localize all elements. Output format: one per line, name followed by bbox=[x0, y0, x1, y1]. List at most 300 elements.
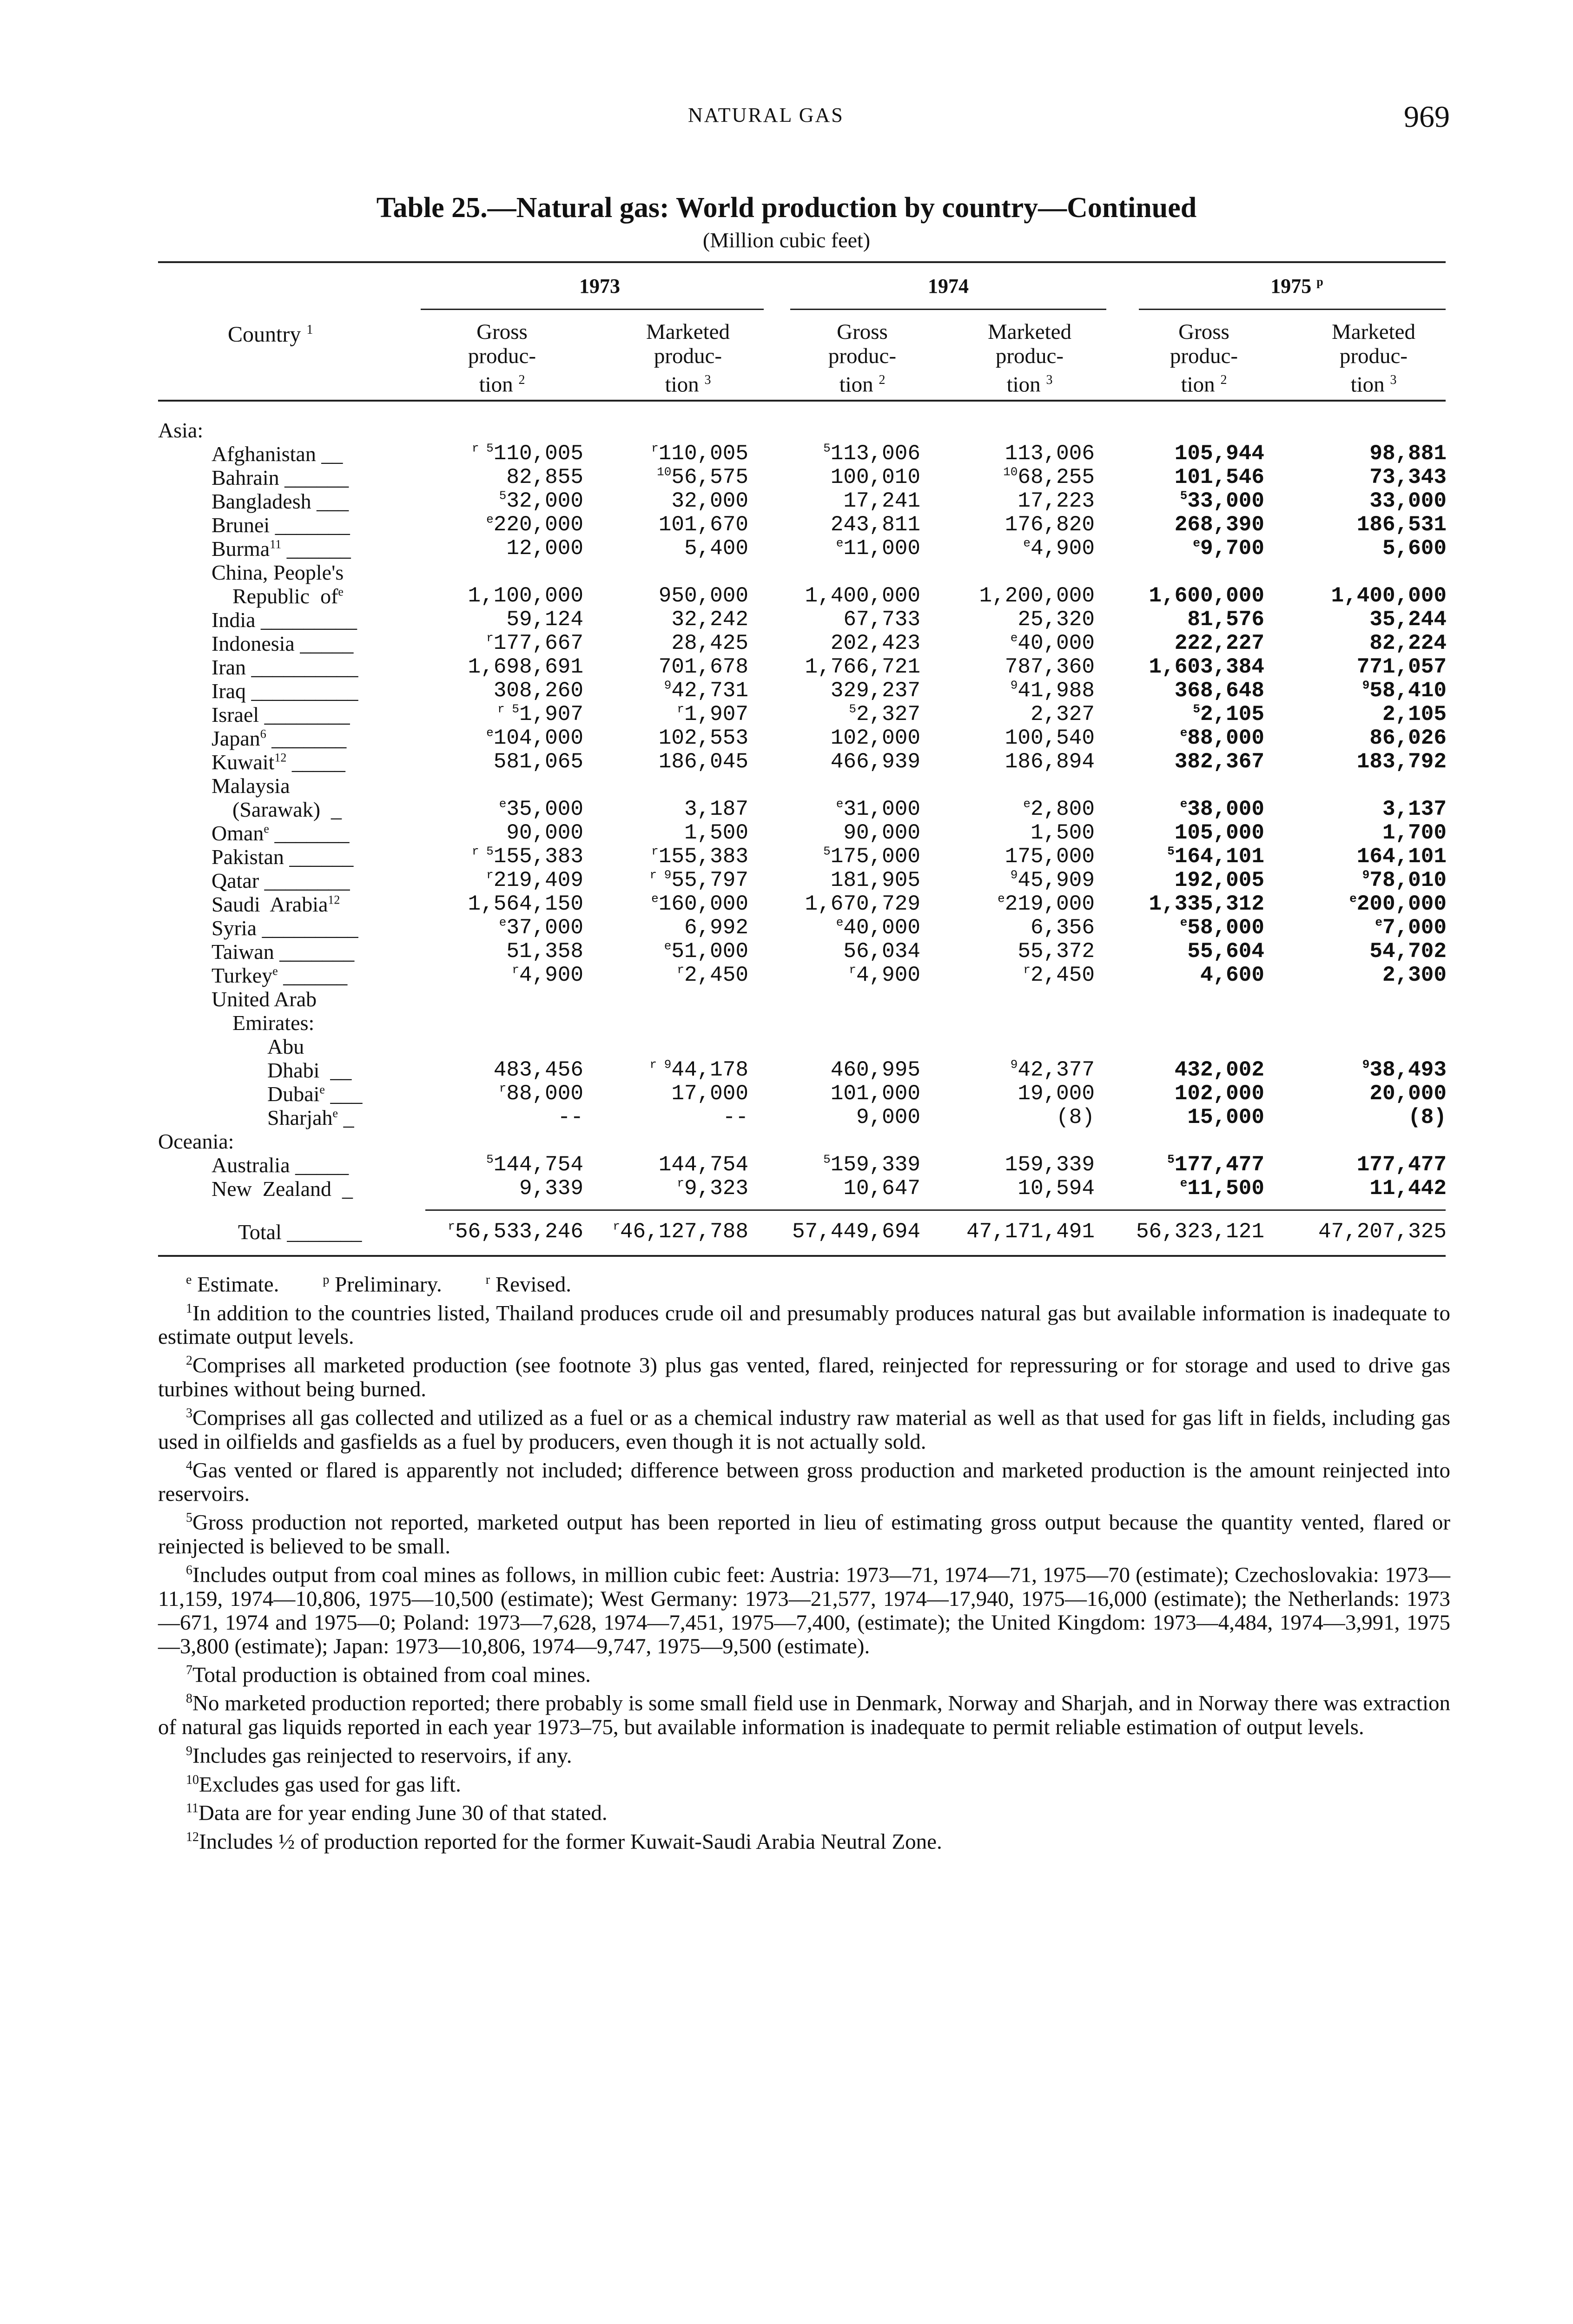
cell-note: 5 bbox=[849, 702, 856, 716]
table-cell: $^e$160,000 bbox=[651, 891, 748, 916]
table-cell: 5,400 bbox=[684, 536, 748, 561]
column-header-note: 2 bbox=[518, 373, 525, 387]
table-cell: 100,540 bbox=[1005, 726, 1095, 750]
legend-text: Preliminary. bbox=[335, 1272, 442, 1297]
row-label: (Sarawak) _ bbox=[232, 798, 342, 821]
table-cell: $^r$177,667 bbox=[486, 631, 583, 655]
cell-note: r bbox=[499, 1081, 507, 1096]
table-bottom-rule bbox=[158, 1255, 1446, 1257]
table-cell: $^r$56,533,246 bbox=[448, 1219, 583, 1244]
table-cell: 113,006 bbox=[1005, 442, 1095, 466]
table-row bbox=[0, 1129, 1573, 1153]
table-cell: 9,000 bbox=[856, 1105, 920, 1129]
table-row bbox=[0, 987, 1573, 1011]
table-row bbox=[0, 892, 1573, 916]
table-cell: $^{r 5}$110,005 bbox=[471, 441, 583, 466]
cell-note: e bbox=[499, 915, 507, 930]
table-cell: $^e$40,000 bbox=[1010, 631, 1095, 655]
legend-text: Revised. bbox=[495, 1272, 571, 1297]
row-label: Pakistan ______ bbox=[211, 845, 354, 869]
legend-mark: e bbox=[186, 1273, 192, 1287]
table-cell: 12,000 bbox=[506, 536, 583, 561]
table-row bbox=[0, 1106, 1573, 1129]
table-cell: $^r$88,000 bbox=[499, 1081, 583, 1106]
table-cell: 483,456 bbox=[493, 1058, 583, 1082]
table-cell: 59,124 bbox=[506, 607, 583, 632]
row-label: Indonesia _____ bbox=[211, 632, 354, 655]
footnote-number: 2 bbox=[186, 1353, 192, 1368]
table-cell: 1,698,691 bbox=[468, 655, 583, 679]
table-cell: 1,700 bbox=[1382, 821, 1447, 845]
table-cell: 243,811 bbox=[830, 513, 920, 537]
table-row bbox=[0, 798, 1573, 821]
footnote-text: Includes output from coal mines as follows, in million cubic feet: Austria: 1973—71, 1974—71, 1975—70 (estimate); Czechoslovakia: 1973—11,159, 1974—10,806, 1975—10,500 (estimate); West Germany: 1973—21,577, 1974—17,940, 1975—16,000 (estimate); the Netherlands: 1973—671, 1974 and 1975—0; Poland: 1973—7,628, 1974—7,451, 1975—7,400, (estimate); the United Kingdom: 1973—4,484, 1974—3,991, 1975—3,800 (estimate); Japan: 1973—10,806, 1974—9,747, 1975—9,500 (estimate). bbox=[158, 1563, 1450, 1658]
table-cell: 28,425 bbox=[671, 631, 748, 655]
table-cell: 105,944 bbox=[1174, 442, 1264, 466]
table-row bbox=[0, 442, 1573, 466]
footnote-text: Excludes gas used for gas lift. bbox=[199, 1772, 461, 1797]
table-cell: 368,648 bbox=[1174, 679, 1264, 703]
table-row bbox=[0, 513, 1573, 537]
table-cell: 32,242 bbox=[671, 607, 748, 632]
table-cell: 56,034 bbox=[843, 939, 920, 964]
column-header-line: produc- bbox=[654, 344, 722, 368]
table-cell: 177,477 bbox=[1356, 1153, 1447, 1177]
table-cell: $^5$2,327 bbox=[849, 702, 920, 726]
table-cell: 1,335,312 bbox=[1149, 892, 1264, 916]
table-cell: $^{10}$68,255 bbox=[1003, 465, 1095, 489]
table-row bbox=[0, 679, 1573, 703]
table-row bbox=[0, 584, 1573, 608]
table-cell: $^r$155,383 bbox=[651, 844, 748, 869]
cell-note: r 5 bbox=[471, 844, 494, 858]
table-cell: $^{10}$56,575 bbox=[657, 465, 748, 489]
cell-note: r bbox=[677, 963, 684, 977]
table-cell: 55,604 bbox=[1187, 939, 1264, 964]
row-label-note: 6 bbox=[260, 727, 266, 741]
footnote bbox=[158, 1825, 1450, 1854]
column-header-line: tion $^2$ bbox=[1181, 372, 1227, 397]
table-cell: 164,101 bbox=[1356, 845, 1447, 869]
table-cell: (8) bbox=[1408, 1105, 1447, 1129]
table-cell: 1,500 bbox=[1030, 821, 1095, 845]
row-label-note: e bbox=[338, 585, 344, 599]
footnote-text: Data are for year ending June 30 of that stated. bbox=[198, 1801, 608, 1825]
column-header-note: 2 bbox=[879, 373, 886, 387]
footnote bbox=[158, 1401, 1450, 1454]
table-cell: 55,372 bbox=[1018, 939, 1095, 964]
cell-note: 9 bbox=[1362, 868, 1370, 882]
table-cell: 90,000 bbox=[506, 821, 583, 845]
row-label-note: 12 bbox=[274, 751, 287, 765]
row-label: Oman$^e$ _______ bbox=[211, 821, 350, 845]
column-header-note: 2 bbox=[1220, 373, 1227, 387]
table-cell: 329,237 bbox=[830, 679, 920, 703]
year-label: 1973 bbox=[579, 275, 620, 297]
column-header-line: Marketed bbox=[1331, 320, 1416, 344]
row-label: Bangladesh ___ bbox=[211, 489, 349, 513]
table-cell: $^{r 5}$1,907 bbox=[497, 702, 583, 726]
table-cell: 54,702 bbox=[1369, 939, 1447, 964]
table-cell: 144,754 bbox=[658, 1153, 748, 1177]
cell-note: 5 bbox=[823, 844, 831, 858]
cell-note: r 9 bbox=[649, 1057, 672, 1072]
table-row bbox=[0, 964, 1573, 987]
table-cell: 950,000 bbox=[658, 584, 748, 608]
table-cell: 101,546 bbox=[1174, 465, 1264, 489]
table-cell: $^5$164,101 bbox=[1167, 844, 1264, 869]
page-number: 969 bbox=[1404, 100, 1450, 134]
table-cell: 35,244 bbox=[1369, 607, 1447, 632]
table-cell: $^r$110,005 bbox=[651, 441, 748, 466]
year-note: p bbox=[1316, 275, 1323, 289]
row-label: Abu bbox=[267, 1035, 304, 1058]
legend-mark: r bbox=[485, 1273, 490, 1287]
table-cell: 183,792 bbox=[1356, 750, 1447, 774]
table-cell: 3,137 bbox=[1382, 797, 1447, 821]
footnotes bbox=[158, 1268, 1450, 1854]
row-label: Taiwan _______ bbox=[211, 940, 355, 964]
column-header-note: 3 bbox=[704, 373, 711, 387]
table-cell: $^r$1,907 bbox=[677, 702, 748, 726]
cell-note: 9 bbox=[1010, 678, 1018, 693]
footnote-text: Total production is obtained from coal mines. bbox=[192, 1663, 591, 1687]
table-row bbox=[0, 940, 1573, 964]
row-label: Japan$^6$ _______ bbox=[211, 726, 347, 750]
row-label: Brunei _______ bbox=[211, 513, 350, 537]
cell-note: r bbox=[651, 441, 659, 456]
cell-note: e bbox=[486, 726, 494, 740]
cell-note: e bbox=[486, 512, 494, 527]
cell-note: e bbox=[1193, 536, 1200, 550]
cell-note: 5 bbox=[1167, 844, 1175, 858]
footnote-text: Comprises all gas collected and utilized as a fuel or as a chemical industry raw material as well as that used for gas lift in fields, including gas used in oilfields and gasfields as a fuel by producers, even though it is not actually sold. bbox=[158, 1406, 1450, 1454]
footnote bbox=[158, 1506, 1450, 1558]
table-row bbox=[0, 1058, 1573, 1082]
column-header-line: produc- bbox=[1170, 344, 1238, 368]
cell-note: e bbox=[651, 891, 659, 906]
cell-note: 9 bbox=[664, 678, 672, 693]
table-row bbox=[0, 561, 1573, 584]
column-header-line: tion $^2$ bbox=[479, 372, 525, 397]
table-cell: $^{r 9}$55,797 bbox=[649, 868, 748, 892]
cell-note: 9 bbox=[1362, 1057, 1370, 1072]
column-header bbox=[783, 320, 941, 397]
row-label-note: e bbox=[319, 1083, 325, 1096]
table-row bbox=[0, 726, 1573, 750]
row-label: Iraq __________ bbox=[211, 679, 358, 703]
cell-note: 5 bbox=[1180, 489, 1188, 503]
row-label: Afghanistan __ bbox=[211, 442, 343, 466]
table-cell: $^e$219,000 bbox=[998, 891, 1095, 916]
table-cell: 222,227 bbox=[1174, 631, 1264, 655]
table-cell: 1,564,150 bbox=[468, 892, 583, 916]
footnote bbox=[158, 1658, 1450, 1687]
row-label: Dhabi __ bbox=[267, 1058, 352, 1082]
table-cell: 432,002 bbox=[1174, 1058, 1264, 1082]
table-cell: 2,105 bbox=[1382, 702, 1447, 726]
table-cell: $^9$42,731 bbox=[664, 678, 748, 703]
column-header-note: 3 bbox=[1046, 373, 1053, 387]
cell-note: r bbox=[677, 702, 684, 716]
footnote-number: 6 bbox=[186, 1563, 192, 1578]
table-cell: 1,400,000 bbox=[1331, 584, 1447, 608]
footnote bbox=[158, 1454, 1450, 1506]
table-row bbox=[0, 916, 1573, 940]
table-top-rule bbox=[158, 261, 1446, 263]
table-cell: $^e$11,500 bbox=[1180, 1176, 1264, 1201]
table-cell: 186,894 bbox=[1005, 750, 1095, 774]
footnote bbox=[158, 1768, 1450, 1797]
table-cell: 268,390 bbox=[1174, 513, 1264, 537]
cell-note: e bbox=[1180, 797, 1188, 811]
table-cell: $^e$35,000 bbox=[499, 797, 583, 821]
footnote-text: Gas vented or flared is apparently not included; difference between gross production and marketed production is the amount reinjected into reservoirs. bbox=[158, 1458, 1450, 1506]
table-cell: 102,553 bbox=[658, 726, 748, 750]
table-cell: 17,000 bbox=[671, 1082, 748, 1106]
table-cell: (8) bbox=[1056, 1105, 1095, 1129]
table-cell: $^e$37,000 bbox=[499, 915, 583, 940]
table-cell: 787,360 bbox=[1005, 655, 1095, 679]
table-cell: $^e$31,000 bbox=[836, 797, 920, 821]
table-row bbox=[0, 774, 1573, 798]
cell-note: r bbox=[677, 1176, 684, 1190]
table-row bbox=[0, 869, 1573, 892]
year-rule-1973 bbox=[421, 309, 764, 310]
footnote-number: 7 bbox=[186, 1663, 192, 1677]
table-cell: $^{r 5}$155,383 bbox=[471, 844, 583, 869]
footnote-number: 4 bbox=[186, 1458, 192, 1473]
row-label: Iran __________ bbox=[211, 655, 358, 679]
table-cell: 73,343 bbox=[1369, 465, 1447, 489]
table-row bbox=[0, 655, 1573, 679]
table-cell: 771,057 bbox=[1356, 655, 1447, 679]
row-label: Oceania: bbox=[158, 1129, 234, 1153]
row-label-note: 12 bbox=[328, 893, 340, 907]
table-cell: $^r$9,323 bbox=[677, 1176, 748, 1201]
table-cell: 6,356 bbox=[1030, 916, 1095, 940]
year-label: 1975 bbox=[1270, 275, 1312, 297]
cell-note: e bbox=[1023, 536, 1031, 550]
column-header-line: Marketed bbox=[987, 320, 1072, 344]
table-row bbox=[0, 418, 1573, 442]
table-cell: 101,670 bbox=[658, 513, 748, 537]
table-cell: $^9$45,909 bbox=[1010, 868, 1095, 892]
row-label: Turkey$^e$ ______ bbox=[211, 964, 348, 987]
cell-note: e bbox=[836, 797, 844, 811]
column-header bbox=[951, 320, 1109, 397]
table-row bbox=[0, 537, 1573, 561]
country-column-header bbox=[228, 322, 313, 347]
table-cell: 1,603,384 bbox=[1149, 655, 1264, 679]
table-cell: $^9$38,493 bbox=[1362, 1057, 1447, 1082]
cell-note: e bbox=[1349, 891, 1357, 906]
cell-note: r bbox=[613, 1219, 620, 1234]
footnote-number: 1 bbox=[186, 1301, 192, 1316]
table-body bbox=[0, 418, 1573, 1201]
country-header-label: Country bbox=[228, 322, 301, 347]
table-cell: 81,576 bbox=[1187, 607, 1264, 632]
table-cell: 90,000 bbox=[843, 821, 920, 845]
table-cell: $^e$11,000 bbox=[836, 536, 920, 561]
table-cell: 2,327 bbox=[1030, 702, 1095, 726]
cell-note: 5 bbox=[823, 441, 831, 456]
footnote-text: No marketed production reported; there probably is some small field use in Denmark, Norway and Sharjah, and in Norway there was extraction of natural gas liquids reported in each year 1973–75, but available information is inadequate to permit reliable estimation of output levels. bbox=[158, 1691, 1450, 1739]
cell-note: r bbox=[448, 1219, 455, 1234]
table-cell: 3,187 bbox=[684, 797, 748, 821]
table-cell: 17,241 bbox=[843, 489, 920, 513]
cell-note: e bbox=[1180, 726, 1188, 740]
column-header bbox=[423, 320, 581, 397]
table-cell: 57,449,694 bbox=[792, 1220, 920, 1244]
cell-note: 5 bbox=[1193, 702, 1200, 716]
cell-note: 9 bbox=[1010, 1057, 1018, 1072]
table-cell: $^e$220,000 bbox=[486, 512, 583, 537]
table-cell: 25,320 bbox=[1018, 607, 1095, 632]
cell-note: 5 bbox=[486, 1152, 494, 1167]
cell-note: r bbox=[512, 963, 519, 977]
cell-note: 9 bbox=[1362, 678, 1370, 693]
legend-text: Estimate. bbox=[197, 1272, 279, 1297]
table-row bbox=[0, 1035, 1573, 1058]
table-row bbox=[0, 632, 1573, 655]
table-cell: 308,260 bbox=[493, 679, 583, 703]
table-cell: -- bbox=[722, 1105, 748, 1129]
footnote bbox=[158, 1349, 1450, 1401]
table-cell: 4,600 bbox=[1200, 963, 1264, 987]
table-cell: $^5$175,000 bbox=[823, 844, 920, 869]
footnote bbox=[158, 1739, 1450, 1768]
row-label: Saudi Arabia$^{12}$ bbox=[211, 892, 340, 916]
total-label: Total _______ bbox=[238, 1220, 362, 1244]
table-cell: 1,670,729 bbox=[805, 892, 920, 916]
total-row bbox=[0, 1220, 1573, 1246]
table-cell: $^r$2,450 bbox=[677, 963, 748, 987]
table-cell: $^e$4,900 bbox=[1023, 536, 1095, 561]
row-label-note: e bbox=[264, 822, 269, 836]
row-label-note: 11 bbox=[270, 537, 282, 551]
table-row bbox=[0, 703, 1573, 726]
cell-note: 5 bbox=[499, 489, 507, 503]
column-header-line: Gross bbox=[1178, 320, 1229, 344]
table-cell: 15,000 bbox=[1187, 1105, 1264, 1129]
year-rule-1975 bbox=[1139, 309, 1446, 310]
table-cell: 33,000 bbox=[1369, 489, 1447, 513]
table-cell: 102,000 bbox=[1174, 1082, 1264, 1106]
table-cell: $^9$42,377 bbox=[1010, 1057, 1095, 1082]
table-cell: 1,200,000 bbox=[979, 584, 1095, 608]
cell-note: e bbox=[1023, 797, 1031, 811]
footnote bbox=[158, 1796, 1450, 1825]
table-cell: $^9$58,410 bbox=[1362, 678, 1447, 703]
row-label: Dubai$^e$ ___ bbox=[267, 1082, 363, 1106]
table-cell: 466,939 bbox=[830, 750, 920, 774]
cell-note: e bbox=[998, 891, 1005, 906]
cell-note: r bbox=[486, 631, 494, 645]
table-cell: 460,995 bbox=[830, 1058, 920, 1082]
row-label: India _________ bbox=[211, 608, 357, 632]
cell-note: e bbox=[1010, 631, 1018, 645]
table-cell: $^r$2,450 bbox=[1023, 963, 1095, 987]
table-cell: $^5$33,000 bbox=[1180, 489, 1264, 513]
row-label: New Zealand _ bbox=[211, 1177, 353, 1201]
cell-note: e bbox=[499, 797, 507, 811]
row-label: United Arab bbox=[211, 987, 317, 1011]
footnote-number: 3 bbox=[186, 1406, 192, 1420]
cell-note: e bbox=[664, 939, 672, 953]
table-cell: $^e$88,000 bbox=[1180, 726, 1264, 750]
footnote-text: Includes gas reinjected to reservoirs, if any. bbox=[192, 1743, 572, 1768]
column-header bbox=[609, 320, 767, 397]
footnote-number: 11 bbox=[186, 1801, 198, 1816]
cell-note: 5 bbox=[823, 1152, 831, 1167]
table-cell: $^9$41,988 bbox=[1010, 678, 1095, 703]
table-row bbox=[0, 608, 1573, 632]
table-row bbox=[0, 1153, 1573, 1177]
table-cell: $^{r 9}$44,178 bbox=[649, 1057, 748, 1082]
row-label: China, People's bbox=[211, 561, 344, 584]
footnote-text: Includes ½ of production reported for the former Kuwait-Saudi Arabia Neutral Zone. bbox=[199, 1829, 942, 1854]
table-cell: 382,367 bbox=[1174, 750, 1264, 774]
table-cell: 82,855 bbox=[506, 465, 583, 489]
footnote-text: In addition to the countries listed, Thailand produces crude oil and presumably produces natural gas but available information is inadequate to estimate output levels. bbox=[158, 1301, 1450, 1349]
cell-note: r 9 bbox=[649, 868, 672, 882]
column-header-line: produc- bbox=[1339, 344, 1408, 368]
table-cell: 11,442 bbox=[1369, 1176, 1447, 1201]
footnote bbox=[158, 1297, 1450, 1349]
year-label: 1974 bbox=[928, 275, 969, 297]
row-label: Israel ________ bbox=[211, 703, 350, 726]
table-cell: 159,339 bbox=[1005, 1153, 1095, 1177]
table-cell: $^9$78,010 bbox=[1362, 868, 1447, 892]
year-header-1973 bbox=[483, 274, 716, 298]
table-cell: 186,045 bbox=[658, 750, 748, 774]
cell-note: e bbox=[1180, 1176, 1188, 1190]
footnote-number: 12 bbox=[186, 1829, 199, 1844]
table-cell: $^5$177,477 bbox=[1167, 1152, 1264, 1177]
table-cell: $^e$200,000 bbox=[1349, 891, 1447, 916]
table-cell: 202,423 bbox=[830, 631, 920, 655]
row-label: Australia _____ bbox=[211, 1153, 349, 1177]
cell-note: 10 bbox=[657, 465, 672, 479]
table-cell: 105,000 bbox=[1174, 821, 1264, 845]
table-cell: 47,207,325 bbox=[1318, 1220, 1447, 1244]
table-cell: 2,300 bbox=[1382, 963, 1447, 987]
row-label: Kuwait$^{12}$ _____ bbox=[211, 750, 345, 774]
cell-note: e bbox=[836, 915, 844, 930]
table-cell: $^5$159,339 bbox=[823, 1152, 920, 1177]
table-row bbox=[0, 845, 1573, 869]
table-cell: 581,065 bbox=[493, 750, 583, 774]
column-header-line: produc- bbox=[995, 344, 1064, 368]
table-row bbox=[0, 750, 1573, 774]
table-cell: 102,000 bbox=[830, 726, 920, 750]
table-cell: 192,005 bbox=[1174, 868, 1264, 892]
cell-note: r bbox=[1023, 963, 1031, 977]
table-cell: $^r$4,900 bbox=[512, 963, 583, 987]
cell-note: 9 bbox=[1010, 868, 1018, 882]
footnote-number: 8 bbox=[186, 1691, 192, 1706]
column-header-line: tion $^2$ bbox=[839, 372, 886, 397]
table-cell: $^e$51,000 bbox=[664, 939, 748, 964]
table-cell: $^e$38,000 bbox=[1180, 797, 1264, 821]
country-header-note: 1 bbox=[306, 323, 313, 337]
row-label: Burma$^{11}$ ______ bbox=[211, 537, 351, 561]
table-cell: 176,820 bbox=[1005, 513, 1095, 537]
table-cell: 82,224 bbox=[1369, 631, 1447, 655]
row-label: Emirates: bbox=[232, 1011, 315, 1035]
footnote-text: Comprises all marketed production (see footnote 3) plus gas vented, flared, reinjected for repressuring or for storage and used to drive gas turbines without being burned. bbox=[158, 1353, 1450, 1401]
